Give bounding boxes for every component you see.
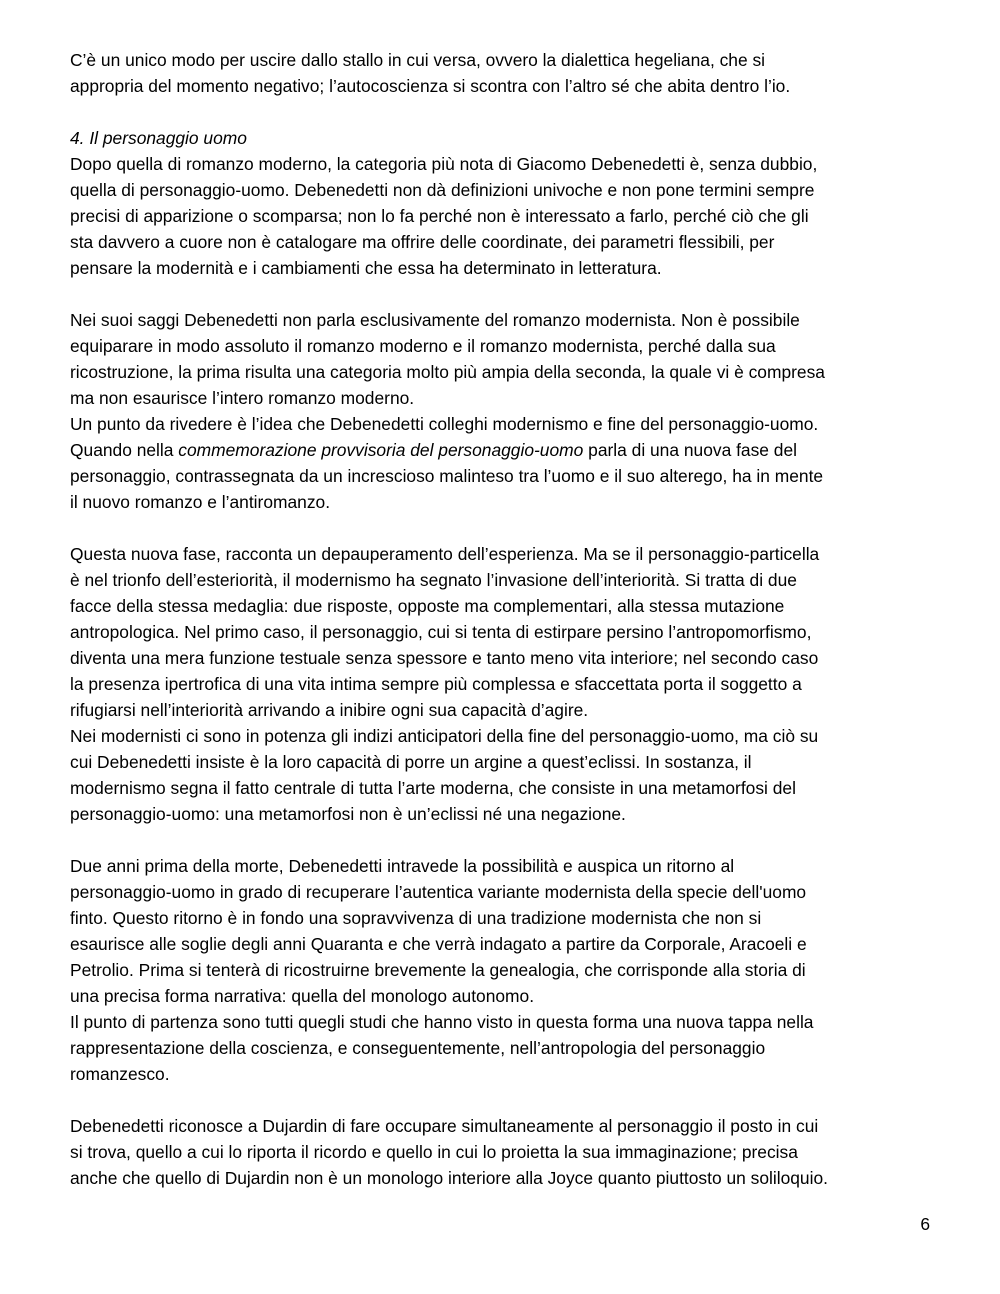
text-line: Questa nuova fase, racconta un depauperamento dell’esperienza. Ma se il personaggio-particella bbox=[70, 544, 820, 564]
text-line: Due anni prima della morte, Debenedetti intravede la possibilità e auspica un ritorno al bbox=[70, 856, 735, 876]
section-heading-text: 4. Il personaggio uomo bbox=[70, 128, 247, 148]
text-line: Nei modernisti ci sono in potenza gli indizi anticipatori della fine del personaggio-uomo, ma ciò su bbox=[70, 726, 819, 746]
text-line: esaurisce alle soglie degli anni Quaranta e che verrà indagato a partire da Corporale, Aracoeli e bbox=[70, 934, 807, 954]
text-line: è nel trionfo dell’esteriorità, il modernismo ha segnato l’invasione dell’interiorità. Si tratta di due bbox=[70, 570, 797, 590]
paragraph-due-anni bbox=[70, 853, 932, 1009]
text-line: equiparare in modo assoluto il romanzo moderno e il romanzo modernista, perché dalla sua bbox=[70, 336, 776, 356]
paragraph-personaggio-uomo bbox=[70, 151, 932, 281]
paragraph-gap bbox=[70, 281, 932, 307]
text-line: romanzesco. bbox=[70, 1064, 170, 1084]
text-line: sta davvero a cuore non è catalogare ma offrire delle coordinate, dei parametri flessibili, per bbox=[70, 232, 775, 252]
text-line: modernismo segna il fatto centrale di tutta l’arte moderna, che consiste in una metamorfosi del bbox=[70, 778, 796, 798]
page-number: 6 bbox=[920, 1214, 930, 1234]
paragraph-gap bbox=[70, 99, 932, 125]
text-line: Un punto da rivedere è l’idea che Debenedetti colleghi modernismo e fine del personaggio-uomo. bbox=[70, 414, 819, 434]
text-line: il nuovo romanzo e l’antiromanzo. bbox=[70, 492, 331, 512]
text-line: diventa una mera funzione testuale senza spessore e tanto meno vita interiore; nel secondo caso bbox=[70, 648, 819, 668]
text-line: personaggio-uomo in grado di recuperare l’autentica variante modernista della specie dell'uomo bbox=[70, 882, 807, 902]
paragraph-dialettica bbox=[70, 47, 932, 99]
section-heading bbox=[70, 125, 932, 151]
text-line: rappresentazione della coscienza, e conseguentemente, nell’antropologia del personaggio bbox=[70, 1038, 766, 1058]
text-line: rifugiarsi nell’interiorità arrivando a inibire ogni sua capacità d’agire. bbox=[70, 700, 589, 720]
paragraph-gap bbox=[70, 827, 932, 853]
text-line: Petrolio. Prima si tenterà di ricostruirne brevemente la genealogia, che corrisponde alla storia di bbox=[70, 960, 806, 980]
paragraph-modernisti bbox=[70, 723, 932, 827]
paragraph-gap bbox=[70, 515, 932, 541]
text-line: Dopo quella di romanzo moderno, la categoria più nota di Giacomo Debenedetti è, senza dubbio, bbox=[70, 154, 818, 174]
text-line-with-title bbox=[70, 437, 932, 463]
text-line: cui Debenedetti insiste è la loro capacità di porre un argine a quest’eclissi. In sostanza, il bbox=[70, 752, 752, 772]
paragraph-nuova-fase bbox=[70, 541, 932, 723]
text-line: precisi di apparizione o scomparsa; non lo fa perché non è interessato a farlo, perché ciò che gli bbox=[70, 206, 809, 226]
text-line: si trova, quello a cui lo riporta il ricordo e quello in cui lo proietta la sua immaginazione; precisa bbox=[70, 1142, 798, 1162]
text-line: appropria del momento negativo; l’autocoscienza si scontra con l’altro sé che abita dentro l’io. bbox=[70, 76, 791, 96]
paragraph-dujardin bbox=[70, 1113, 932, 1191]
text-line: ma non esaurisce l’intero romanzo moderno. bbox=[70, 388, 415, 408]
text-run: Quando nella bbox=[70, 440, 179, 460]
text-line: facce della stessa medaglia: due risposte, opposte ma complementari, alla stessa mutazione bbox=[70, 596, 785, 616]
text-line: la presenza ipertrofica di una vita intima sempre più complessa e sfaccettata porta il soggetto a bbox=[70, 674, 802, 694]
text-line: pensare la modernità e i cambiamenti che essa ha determinato in letteratura. bbox=[70, 258, 662, 278]
paragraph-romanzo-modernista bbox=[70, 307, 932, 411]
text-line: anche che quello di Dujardin non è un monologo interiore alla Joyce quanto piuttosto un soliloquio. bbox=[70, 1168, 828, 1188]
text-line: Il punto di partenza sono tutti quegli studi che hanno visto in questa forma una nuova tappa nella bbox=[70, 1012, 814, 1032]
text-run: parla di una nuova fase del bbox=[583, 440, 797, 460]
paragraph-punto-da-rivedere bbox=[70, 411, 932, 515]
text-line: una precisa forma narrativa: quella del monologo autonomo. bbox=[70, 986, 535, 1006]
text-line: Nei suoi saggi Debenedetti non parla esclusivamente del romanzo modernista. Non è possibile bbox=[70, 310, 800, 330]
italic-title: commemorazione provvisoria del personaggio-uomo bbox=[178, 440, 584, 460]
document-page bbox=[70, 47, 932, 1191]
text-line: quella di personaggio-uomo. Debenedetti non dà definizioni univoche e non pone termini sempre bbox=[70, 180, 815, 200]
text-line: finto. Questo ritorno è in fondo una sopravvivenza di una tradizione modernista che non si bbox=[70, 908, 762, 928]
text-line: Debenedetti riconosce a Dujardin di fare occupare simultaneamente al personaggio il posto in cui bbox=[70, 1116, 819, 1136]
text-line: personaggio, contrassegnata da un increscioso malinteso tra l’uomo e il suo alterego, ha in mente bbox=[70, 466, 824, 486]
text-line: C’è un unico modo per uscire dallo stallo in cui versa, ovvero la dialettica hegeliana, che si bbox=[70, 50, 766, 70]
paragraph-punto-di-partenza bbox=[70, 1009, 932, 1087]
text-line: ricostruzione, la prima risulta una categoria molto più ampia della seconda, la quale vi è compresa bbox=[70, 362, 825, 382]
text-line: personaggio-uomo: una metamorfosi non è un’eclissi né una negazione. bbox=[70, 804, 626, 824]
text-line: antropologica. Nel primo caso, il personaggio, cui si tenta di estirpare persino l’antropomorfismo, bbox=[70, 622, 812, 642]
paragraph-gap bbox=[70, 1087, 932, 1113]
